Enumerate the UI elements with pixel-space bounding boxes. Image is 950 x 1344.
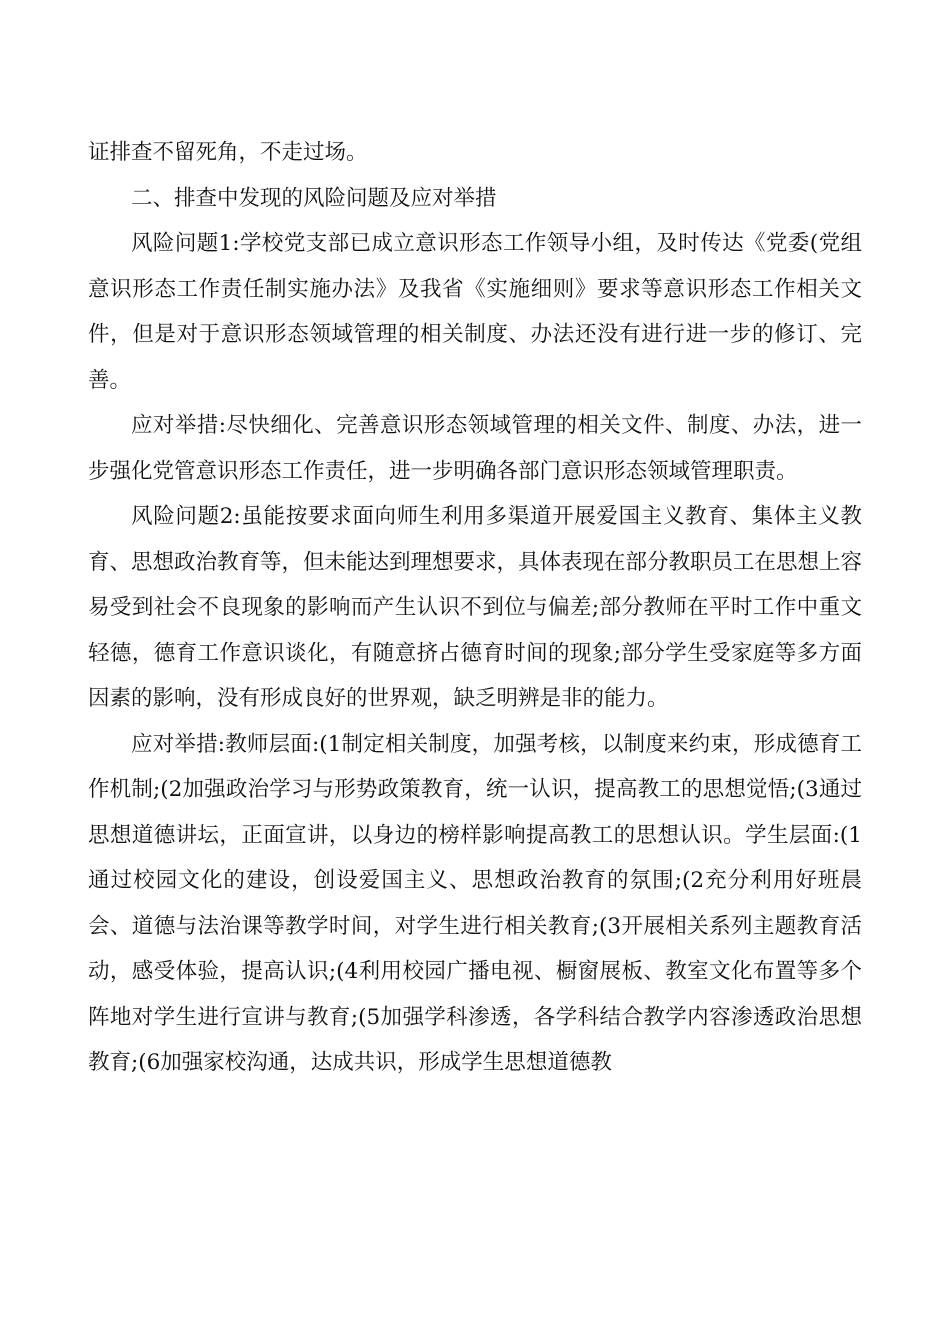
- section-heading: 二、排查中发现的风险问题及应对举措: [131, 185, 497, 211]
- paragraph-risk-2: 风险问题2:虽能按要求面向师生利用多渠道开展爱国主义教育、集体主义教育、思想政治教育等，但未能达到理想要求，具体表现在部分教职员工在思想上容易受到社会不良现象的影响而产生认识不到位与偏差;部分教师在平时工作中重文轻德，德育工作意识谈化，有随意挤占德育时间的现象;部分学生受家庭等多方面因素的影响，没有形成良好的世界观，缺乏明辨是非的能力。: [88, 504, 863, 711]
- paragraph-risk-1: 风险问题1:学校党支部已成立意识形态工作领导小组，及时传达《党委(党组意识形态工作责任制实施办法》及我省《实施细则》要求等意识形态工作相关文件，但是对于意识形态领域管理的相关制度、办法还没有进行进一步的修订、完善。: [88, 231, 862, 393]
- paragraph-measure-2: 应对举措:教师层面:(1制定相关制度，加强考核，以制度来约束，形成德育工作机制;(2加强政治学习与形势政策教育，统一认识，提高教工的思想觉悟;(3通过思想道德讲坛，正面宣讲，以身边的榜样影响提高教工的思想认识。学生层面:(1通过校园文化的建设，创设爱国主义、思想政治教育的氛围;(2充分利用好班晨会、道德与法治课等教学时间，对学生进行相关教育;(3开展相关系列主题教育活动，感受体验，提高认识;(4利用校园广播电视、橱窗展板、教室文化布置等多个阵地对学生进行宣讲与教育;(5加强学科渗透，各学科结合教学内容渗透政治思想教育;(6加强家校沟通，达成共识，形成学生思想道德教: [88, 731, 862, 1075]
- document-page: [88, 130, 862, 1086]
- paragraph-continuation: 证排查不留死角，不走过场。: [88, 140, 368, 165]
- paragraph-measure-1: 应对举措:尽快细化、完善意识形态领域管理的相关文件、制度、办法，进一步强化党管意识形态工作责任，进一步明确各部门意识形态领域管理职责。: [88, 413, 862, 484]
